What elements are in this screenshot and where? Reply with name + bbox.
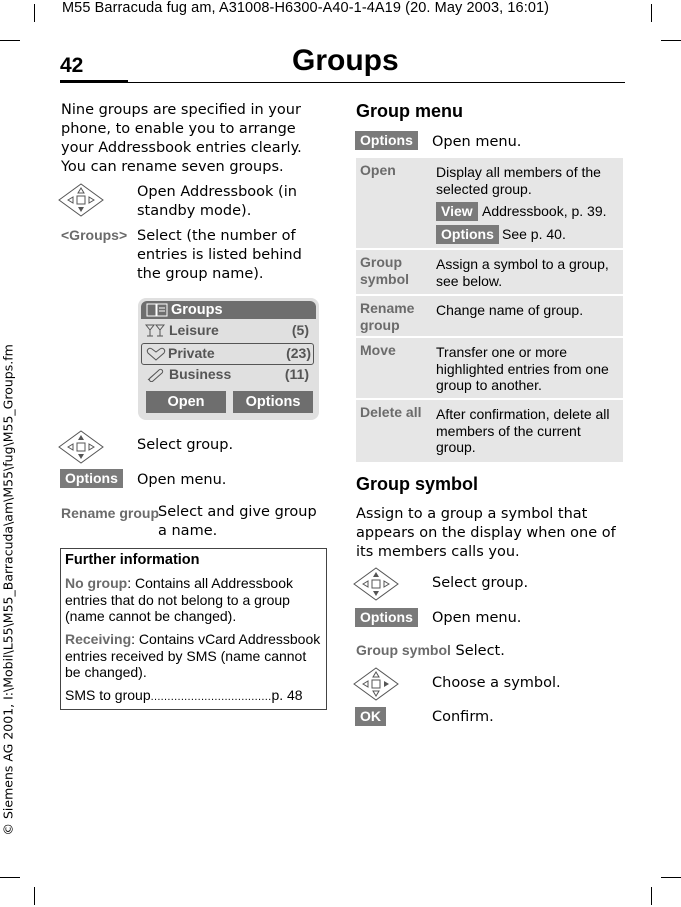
- step-select-groups: Select (the number of entries is listed behind the group name).: [137, 228, 302, 282]
- info-heading: Further information: [65, 552, 200, 568]
- group-name: Private: [168, 345, 215, 361]
- view-softkey: View: [436, 202, 478, 221]
- rename-text: Select and give group a name.: [158, 504, 317, 539]
- navigation-key-icon: [58, 183, 104, 217]
- ok-softkey: OK: [355, 707, 386, 726]
- further-information-box: [60, 548, 327, 710]
- navigation-key-icon: [353, 567, 399, 601]
- screen-list-item[interactable]: [141, 321, 315, 341]
- phone-screen: [138, 298, 319, 420]
- group-name: Leisure: [169, 322, 219, 338]
- row-desc: Display all members of the selected group.: [436, 164, 601, 197]
- group-count: (23): [286, 345, 311, 361]
- step-open-addressbook: Open Addressbook (in standby mode).: [137, 184, 297, 219]
- running-head: M55 Barracuda fug am, A31008-H6300-A40-1-4A19 (20. May 2003, 16:01): [62, 0, 550, 16]
- crop-mark: [34, 887, 35, 905]
- side-copyright: © Siemens AG 2001, I:\Mobil\L55\M55_Barracuda\am\M55\fug\M55_Groups.fm: [0, 344, 16, 836]
- page-number: 42: [60, 54, 84, 77]
- intro-text: Nine groups are specified in your phone, to enable you to arrange your Addressbook entries clearly. You can rename seven groups.: [61, 102, 302, 175]
- table-row: [356, 296, 623, 336]
- groups-key-label: <Groups>: [61, 227, 128, 243]
- info-no-group-text: : Contains all Addressbook entries that do not belong to a group (name cannot be changed).: [65, 575, 293, 624]
- view-ref: Addressbook, p. 39.: [482, 203, 607, 219]
- row-desc: Transfer one or more highlighted entries from one group to another.: [436, 344, 609, 393]
- crop-mark: [0, 40, 20, 41]
- row-label: Move: [360, 342, 396, 358]
- rename-group-label: Rename group: [61, 505, 160, 521]
- info-no-group-label: No group: [65, 575, 128, 591]
- info-receiving-text: : Contains vCard Addressbook entries received by SMS (name cannot be changed).: [65, 631, 321, 680]
- group-symbol-heading: Group symbol: [356, 474, 479, 494]
- group-symbol-intro: Assign to a group a symbol that appears on the display when one of its members calls you.: [356, 506, 616, 560]
- softkey-options[interactable]: Options: [233, 391, 313, 413]
- row-label: Rename group: [360, 300, 415, 333]
- crop-mark: [651, 887, 652, 905]
- crop-mark: [0, 877, 20, 878]
- softkey-open[interactable]: Open: [146, 391, 226, 413]
- ref-page: p. 48: [271, 687, 303, 703]
- group-count: (11): [284, 366, 309, 382]
- symbol-step-confirm: Confirm.: [432, 709, 494, 725]
- table-row: [356, 158, 623, 248]
- row-desc: Assign a symbol to a group, see below.: [436, 256, 609, 289]
- screen-list-item[interactable]: [141, 365, 315, 385]
- table-row: [356, 400, 623, 462]
- info-receiving: [65, 631, 325, 681]
- step-select-group: Select group.: [137, 437, 234, 453]
- navigation-key-icon: [353, 667, 399, 701]
- row-desc: Change name of group.: [436, 302, 584, 318]
- row-label: Delete all: [360, 404, 422, 420]
- page-title: Groups: [292, 44, 399, 77]
- screen-list-item-selected[interactable]: [141, 343, 314, 365]
- paperclip-icon: [145, 368, 165, 382]
- symbol-step-group-symbol: [356, 641, 505, 661]
- addressbook-icon: [146, 303, 168, 317]
- symbol-step-menu: Open menu.: [432, 610, 522, 626]
- options-softkey: Options: [60, 469, 123, 488]
- symbol-step-select: Select group.: [432, 575, 529, 591]
- ref-text: SMS to group: [65, 687, 151, 703]
- open-menu-text: Open menu.: [432, 134, 522, 150]
- crop-mark: [661, 877, 681, 878]
- options-ref: See p. 40.: [502, 226, 566, 242]
- screen-title: Groups: [171, 302, 223, 318]
- info-no-group: [65, 575, 325, 625]
- heart-icon: [146, 347, 166, 361]
- info-reference[interactable]: [65, 687, 321, 706]
- crop-mark: [651, 4, 652, 22]
- table-row: [356, 250, 623, 294]
- options-softkey: Options: [436, 225, 499, 244]
- row-label: Group symbol: [360, 254, 410, 287]
- group-name: Business: [169, 366, 232, 382]
- step-rename: [158, 503, 328, 541]
- group-count: (5): [291, 322, 309, 338]
- symbol-step-choose: Choose a symbol.: [432, 675, 561, 691]
- leisure-icon: [145, 324, 165, 338]
- group-menu-heading: Group menu: [356, 101, 463, 121]
- options-softkey: Options: [355, 608, 418, 627]
- step-open-menu: Open menu.: [137, 472, 227, 488]
- ref-dots: ....................................: [150, 691, 272, 703]
- group-symbol-label: Group symbol: [356, 642, 451, 658]
- crop-mark: [661, 40, 681, 41]
- info-receiving-label: Receiving: [65, 631, 132, 647]
- header-rule: [60, 82, 625, 83]
- crop-mark: [34, 4, 35, 22]
- row-label: Open: [360, 162, 396, 178]
- options-softkey: Options: [355, 131, 418, 150]
- table-row: [356, 338, 623, 398]
- screen-title-bar: [141, 301, 316, 319]
- row-desc: After confirmation, delete all members of the current group.: [436, 406, 610, 455]
- navigation-key-icon: [58, 430, 104, 464]
- select-text: Select.: [455, 643, 505, 659]
